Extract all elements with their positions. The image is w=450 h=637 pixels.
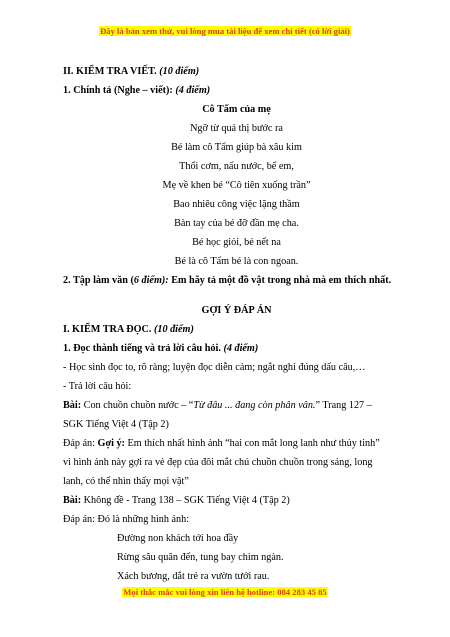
reading-section-heading — [63, 324, 410, 336]
dictation-title: 1. Chính tả (Nghe – viết): — [63, 85, 173, 96]
composition-label: 2. Tập làm văn ( — [63, 275, 134, 286]
lesson-1-text: Con chuồn chuồn nước – “ — [81, 400, 194, 411]
poem-line: Bao nhiêu công việc lặng thầm — [173, 199, 300, 210]
reading-aloud-heading — [63, 343, 410, 355]
dictation-score: (4 điểm) — [175, 85, 211, 96]
poem-line: Ngỡ từ quả thị bước ra — [190, 123, 283, 134]
composition-score: 6 điểm): — [133, 275, 169, 286]
hotline-banner — [0, 587, 450, 597]
answer-poem-line: Xách bương, dắt trẻ ra vườn tưới rau. — [117, 571, 270, 582]
lesson-1-quote: Từ đâu ... đang còn phân vân. — [193, 400, 316, 411]
lesson-1-page: ” Trang 127 – — [315, 400, 372, 411]
hotline-text: Mọi thắc mắc vui lòng xin liên hệ hotline: 084 283 45 85 — [123, 587, 327, 597]
answer-1-continued: vì hình ảnh này gợi ra vẻ đẹp của đôi mắt chú chuồn chuồn trong sáng, long — [63, 457, 373, 468]
poem-line: Thổi cơm, nấu nước, bế em, — [179, 161, 294, 172]
poem-line: Bé học giỏi, bé nết na — [192, 237, 281, 248]
poem-line: Bàn tay của bé đỡ đần mẹ cha. — [174, 218, 299, 229]
reading-section-score: (10 điểm) — [153, 324, 194, 335]
dictation-heading — [63, 85, 410, 97]
answer-1-label: Đáp án: — [63, 438, 98, 449]
lesson-1-source: SGK Tiếng Việt 4 (Tập 2) — [63, 419, 169, 430]
answer-1-text: Em thích nhất hình ảnh “hai con mắt long lanh như thủy tinh” — [124, 438, 380, 449]
answer-1-line — [63, 438, 410, 450]
poem-line: Mẹ về khen bé “Cô tiên xuống trần” — [162, 180, 311, 191]
reading-aloud-score: (4 điểm) — [223, 343, 259, 354]
answer-2-line: Đáp án: Đó là những hình ảnh: — [63, 514, 190, 525]
criteria-line: - Học sinh đọc to, rõ ràng; luyện đọc diễn cảm; ngắt nghỉ đúng dấu câu,… — [63, 362, 366, 373]
answer-key-heading: GỢI Ý ĐÁP ÁN — [201, 305, 272, 316]
answer-question-line: - Trả lời câu hỏi: — [63, 381, 132, 392]
answer-1-end: lanh, có thể nhìn thấy mọi vật” — [63, 476, 189, 487]
lesson-1-line — [63, 400, 410, 412]
composition-task — [63, 275, 410, 287]
preview-notice-banner — [0, 26, 450, 36]
section-2-title: II. KIỂM TRA VIẾT. — [63, 66, 157, 77]
preview-notice-text: Đây là bản xem thử, vui lòng mua tài liệu để xem chi tiết (có lời giải) — [100, 26, 350, 36]
answer-poem-line: Đường non khách tới hoa đầy — [117, 533, 239, 544]
poem-title: Cô Tấm của mẹ — [202, 104, 271, 115]
reading-section-title: I. KIỂM TRA ĐỌC. — [63, 324, 152, 335]
lesson-1-label: Bài: — [63, 400, 82, 411]
section-2-heading — [63, 66, 410, 78]
poem-line: Bé làm cô Tấm giúp bà xâu kim — [171, 142, 302, 153]
reading-aloud-title: 1. Đọc thành tiếng và trả lời câu hỏi. — [63, 343, 221, 354]
lesson-2-text: Không đề - Trang 138 – SGK Tiếng Việt 4 (Tập 2) — [81, 495, 290, 506]
answer-poem-line: Rừng sâu quân đến, tung bay chim ngàn. — [117, 552, 284, 563]
hint-label: Gợi ý: — [97, 438, 125, 449]
lesson-2-line — [63, 495, 410, 507]
section-2-score: (10 điểm) — [159, 66, 200, 77]
lesson-2-label: Bài: — [63, 495, 82, 506]
composition-prompt: Em hãy tả một đồ vật trong nhà mà em thích nhất. — [168, 275, 392, 286]
poem-line: Bé là cô Tấm bé là con ngoan. — [174, 256, 299, 267]
